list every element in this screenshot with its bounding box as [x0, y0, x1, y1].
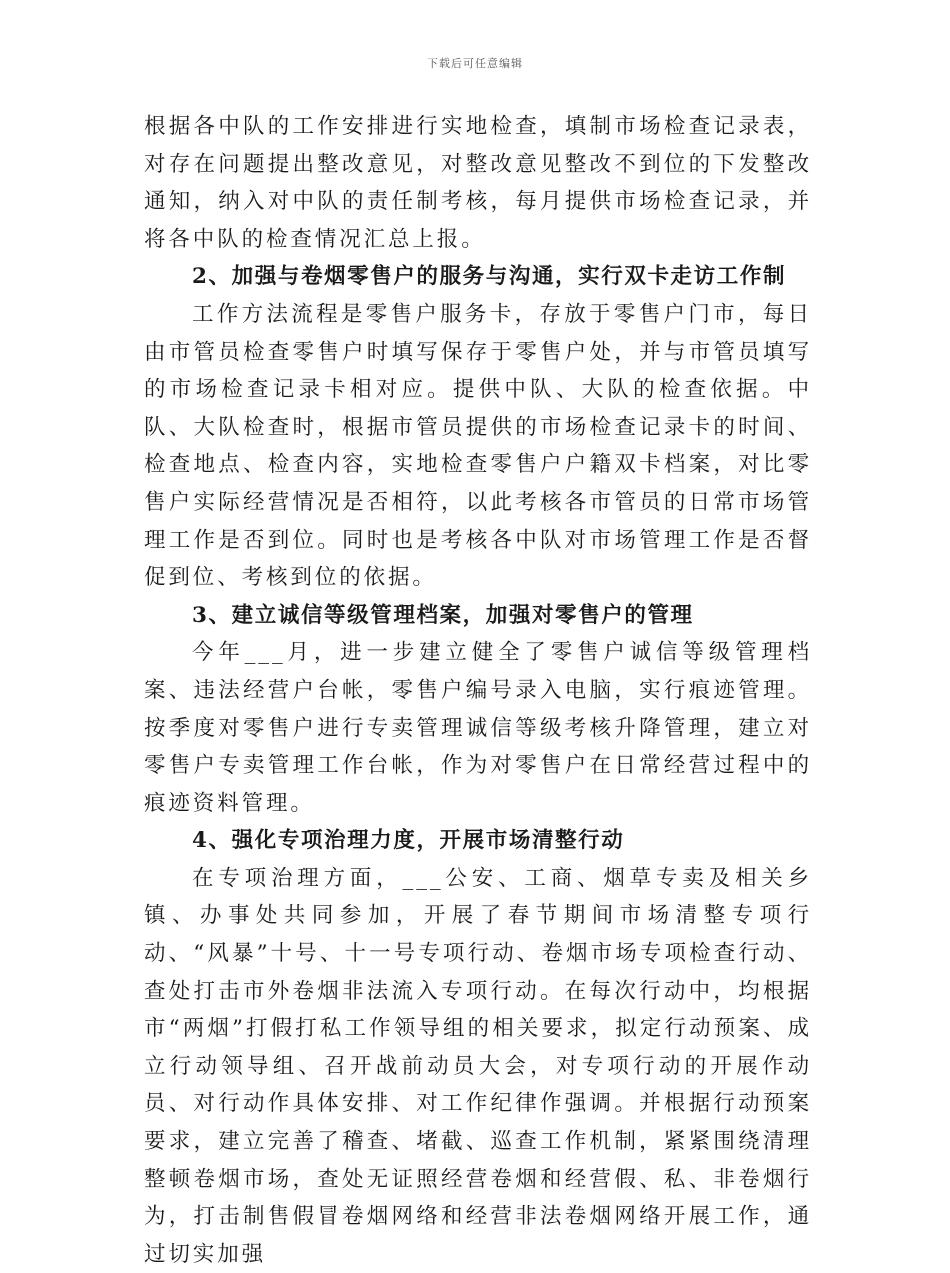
paragraph-continued: 根据各中队的工作安排进行实地检查，填制市场检查记录表，对存在问题提出整改意见，对整改意见整改不到位的下发整改通知，纳入对中队的责任制考核，每月提供市场检查记录，并将各中队的检查情况汇总上报。 [144, 114, 812, 252]
paragraph-section-4: 在专项治理方面，___公安、工商、烟草专卖及相关乡镇、办事处共同参加，开展了春节期间市场清整专项行动、“风暴”十号、十一号专项行动、卷烟市场专项检查行动、查处打击市外卷烟非法流入专项行动。在每次行动中，均根据市“两烟”打假打私工作领导组的相关要求，拟定行动预案、成立行动领导组、召开战前动员大会，对专项行动的开展作动员、对行动作具体安排、对工作纪律作强调。并根据行动预案要求，建立完善了稽查、堵截、巡查工作机制，紧紧围绕清理整顿卷烟市场，查处无证照经营卷烟和经营假、私、非卷烟行为，打击制售假冒卷烟网络和经营非法卷烟网络开展工作，通过切实加强 [144, 865, 812, 1267]
page-header-note: 下载后可任意编辑 [427, 57, 523, 70]
section-heading-4: 4、强化专项治理力度，开展市场清整行动 [192, 828, 625, 854]
paragraph-section-3: 今年___月，进一步建立健全了零售户诚信等级管理档案、违法经营户台帐，零售户编号录入电脑，实行痕迹管理。按季度对零售户进行专卖管理诚信等级考核升降管理，建立对零售户专卖管理工作台帐，作为对零售户在日常经营过程中的痕迹资料管理。 [144, 640, 812, 816]
paragraph-section-2: 工作方法流程是零售户服务卡，存放于零售户门市，每日由市管员检查零售户时填写保存于零售户处，并与市管员填写的市场检查记录卡相对应。提供中队、大队的检查依据。中队、大队检查时，根据市管员提供的市场检查记录卡的时间、检查地点、检查内容，实地检查零售户户籍双卡档案，对比零售户实际经营情况是否相符，以此考核各市管员的日常市场管理工作是否到位。同时也是考核各中队对市场管理工作是否督促到位、考核到位的依据。 [144, 301, 812, 591]
section-heading-2: 2、加强与卷烟零售户的服务与沟通，实行双卡走访工作制 [192, 264, 787, 290]
document-body [144, 108, 812, 1273]
section-heading-3: 3、建立诚信等级管理档案，加强对零售户的管理 [192, 602, 694, 628]
